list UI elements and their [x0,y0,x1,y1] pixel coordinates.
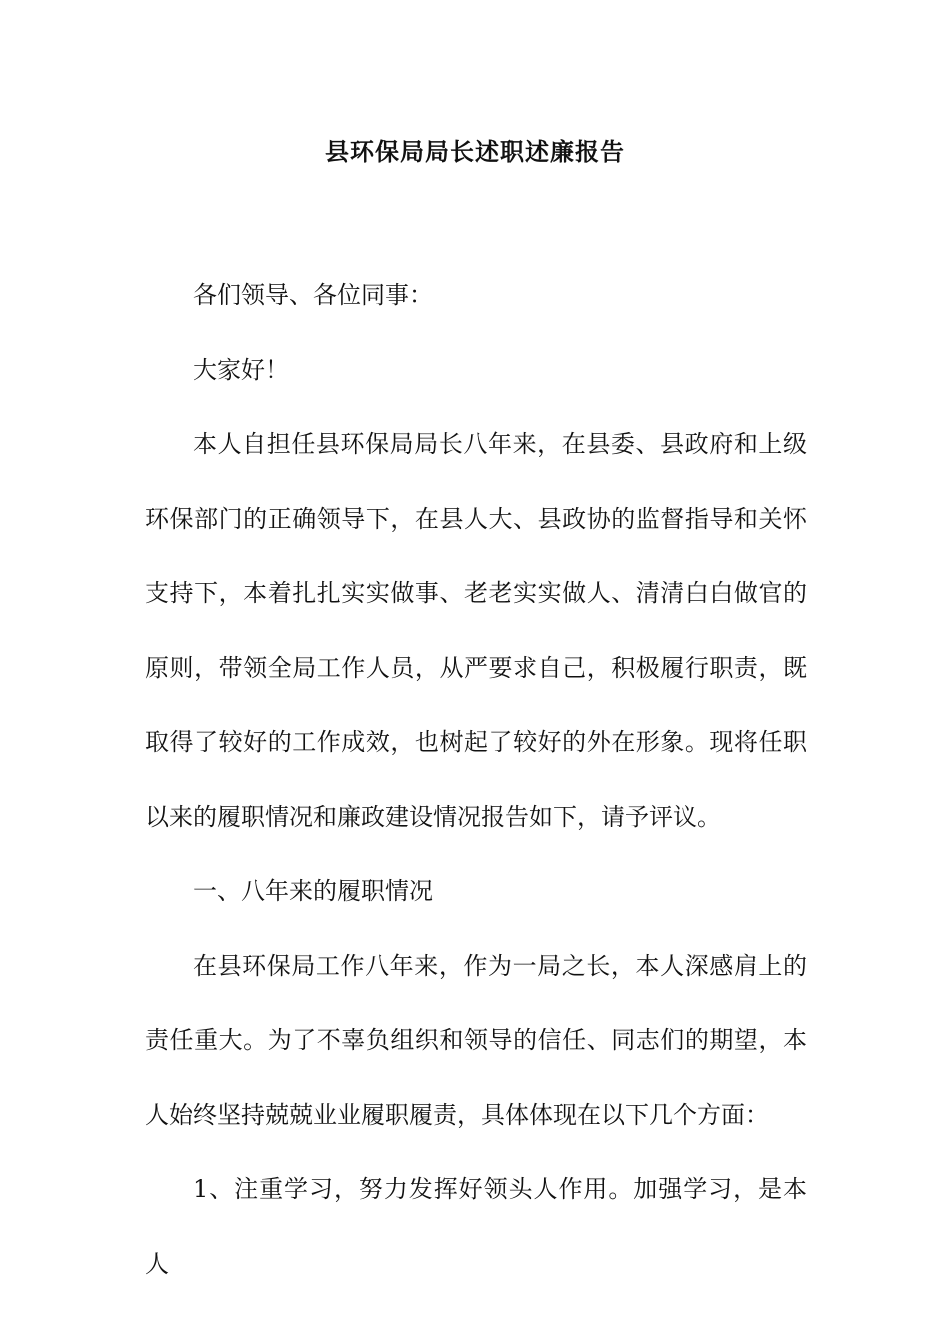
document-title: 县环保局局长述职述廉报告 [325,137,625,166]
intro-paragraph: 本人自担任县环保局局长八年来，在县委、县政府和上级环保部门的正确领导下，在县人大、县政协的监督指导和关怀支持下，本着扎扎实实做事、老老实实做人、清清白白做官的原则，带领全局工作人员，从严要求自己，积极履行职责，既取得了较好的工作成效，也树起了较好的外在形象。现将任职以来的履职情况和廉政建设情况报告如下，请予评议。 [145,430,807,831]
point-one-paragraph: 1、注重学习，努力发挥好领头人作用。加强学习，是本人 [145,1175,807,1278]
salutation-paragraph: 各们领导、各位同事： [193,281,433,309]
section-heading: 一、八年来的履职情况 [193,877,433,905]
greeting-paragraph: 大家好！ [193,355,289,384]
document-body [145,258,807,1301]
section-intro-paragraph: 在县环保局工作八年来，作为一局之长，本人深感肩上的责任重大。为了不辜负组织和领导的信任、同志们的期望，本人始终坚持兢兢业业履职履责，具体体现在以下几个方面： [145,951,807,1129]
